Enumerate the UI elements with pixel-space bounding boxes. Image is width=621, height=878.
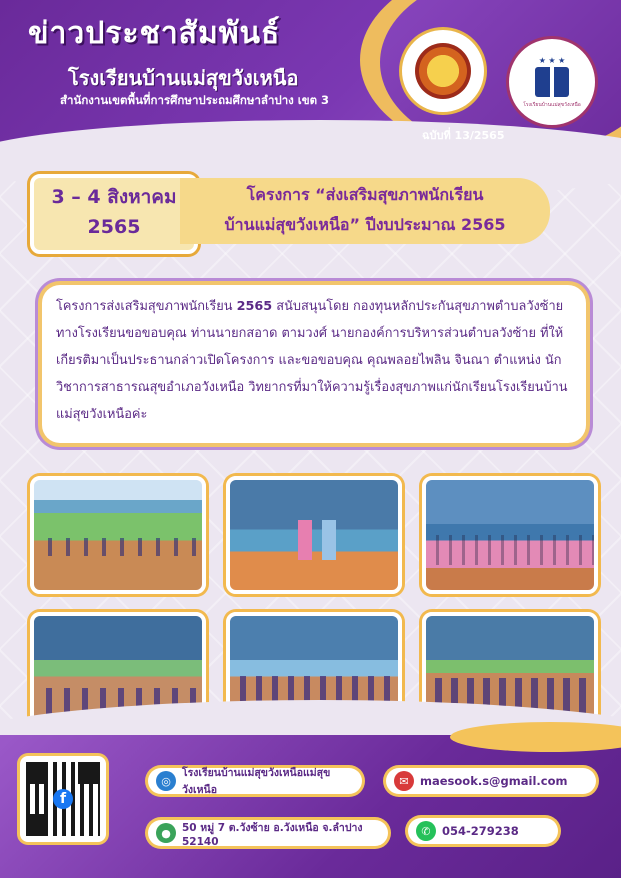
phone-text: 054-279238 — [442, 824, 519, 838]
email-text: maesook.s@gmail.com — [420, 774, 568, 788]
school-name: โรงเรียนบ้านแม่สุขวังเหนือ — [68, 66, 299, 90]
qr-code[interactable] — [20, 756, 106, 842]
news-body — [42, 285, 586, 443]
event-photo-2 — [226, 476, 402, 594]
event-date — [30, 174, 198, 254]
event-date-text: 3 – 4 สิงหาคม 2565 — [51, 186, 177, 238]
address-text: 50 หมู่ 7 ต.วังซ้าย อ.วังเหนือ จ.ลำปาง 52140 — [182, 821, 363, 848]
phone-link[interactable] — [408, 818, 558, 844]
body-text-start: โครงการส่งเสริมสุขภาพนักเรียน — [56, 299, 237, 314]
facebook-page-link[interactable] — [148, 768, 362, 794]
facebook-icon: f — [53, 789, 73, 809]
address-info — [148, 820, 388, 846]
body-text-end: สนับสนุนโดย กองทุนหลักประกันสุขภาพตำบลวังซ้าย ทางโรงเรียนขอขอบคุณ ท่านนายกสอาด ตามวงศ์ นายกองค์การบริหารส่วนตำบลวังซ้าย ที่ให้เกียรติมาเป็นประธานกล่าวเปิดโครงการ และขอขอบคุณ คุณพลอยไพลิน จินณา ตำแหน่ง นักวิชาการสาธารณสุขอำเภอวังเหนือ วิทยากรที่มาให้ความรู้เรื่องสุขภาพแก่นักเรียนโรงเรียนบ้านแม่สุขวังเหนือค่ะ — [56, 299, 568, 422]
globe-icon: ◎ — [156, 771, 176, 791]
school-logo: ★ ★ ★ โรงเรียนบ้านแม่สุขวังเหนือ — [506, 36, 598, 128]
event-photo-3 — [422, 476, 598, 594]
project-title-line1: โครงการ “ส่งเสริมสุขภาพนักเรียน — [246, 185, 484, 204]
issue-number: ฉบับที่ 13/2565 — [422, 129, 505, 142]
office-name: สำนักงานเขตพื้นที่การศึกษาประถมศึกษาลำปาง เขต 3 — [60, 93, 330, 107]
obec-seal-logo — [402, 30, 484, 112]
body-year: 2565 — [236, 299, 273, 314]
newsletter-title: ข่าวประชาสัมพันธ์ — [28, 16, 281, 51]
map-pin-icon: ● — [156, 823, 176, 843]
mail-icon: ✉ — [394, 771, 414, 791]
project-title-line2: บ้านแม่สุขวังเหนือ” ปีงบประมาณ 2565 — [224, 215, 506, 234]
email-link[interactable] — [386, 768, 596, 794]
whatsapp-icon: ✆ — [416, 821, 436, 841]
facebook-page-text: โรงเรียนบ้านแม่สุขวังเหนือแม่สุขวังเหนือ — [182, 767, 331, 796]
event-photo-1 — [30, 476, 206, 594]
project-title — [180, 178, 550, 244]
